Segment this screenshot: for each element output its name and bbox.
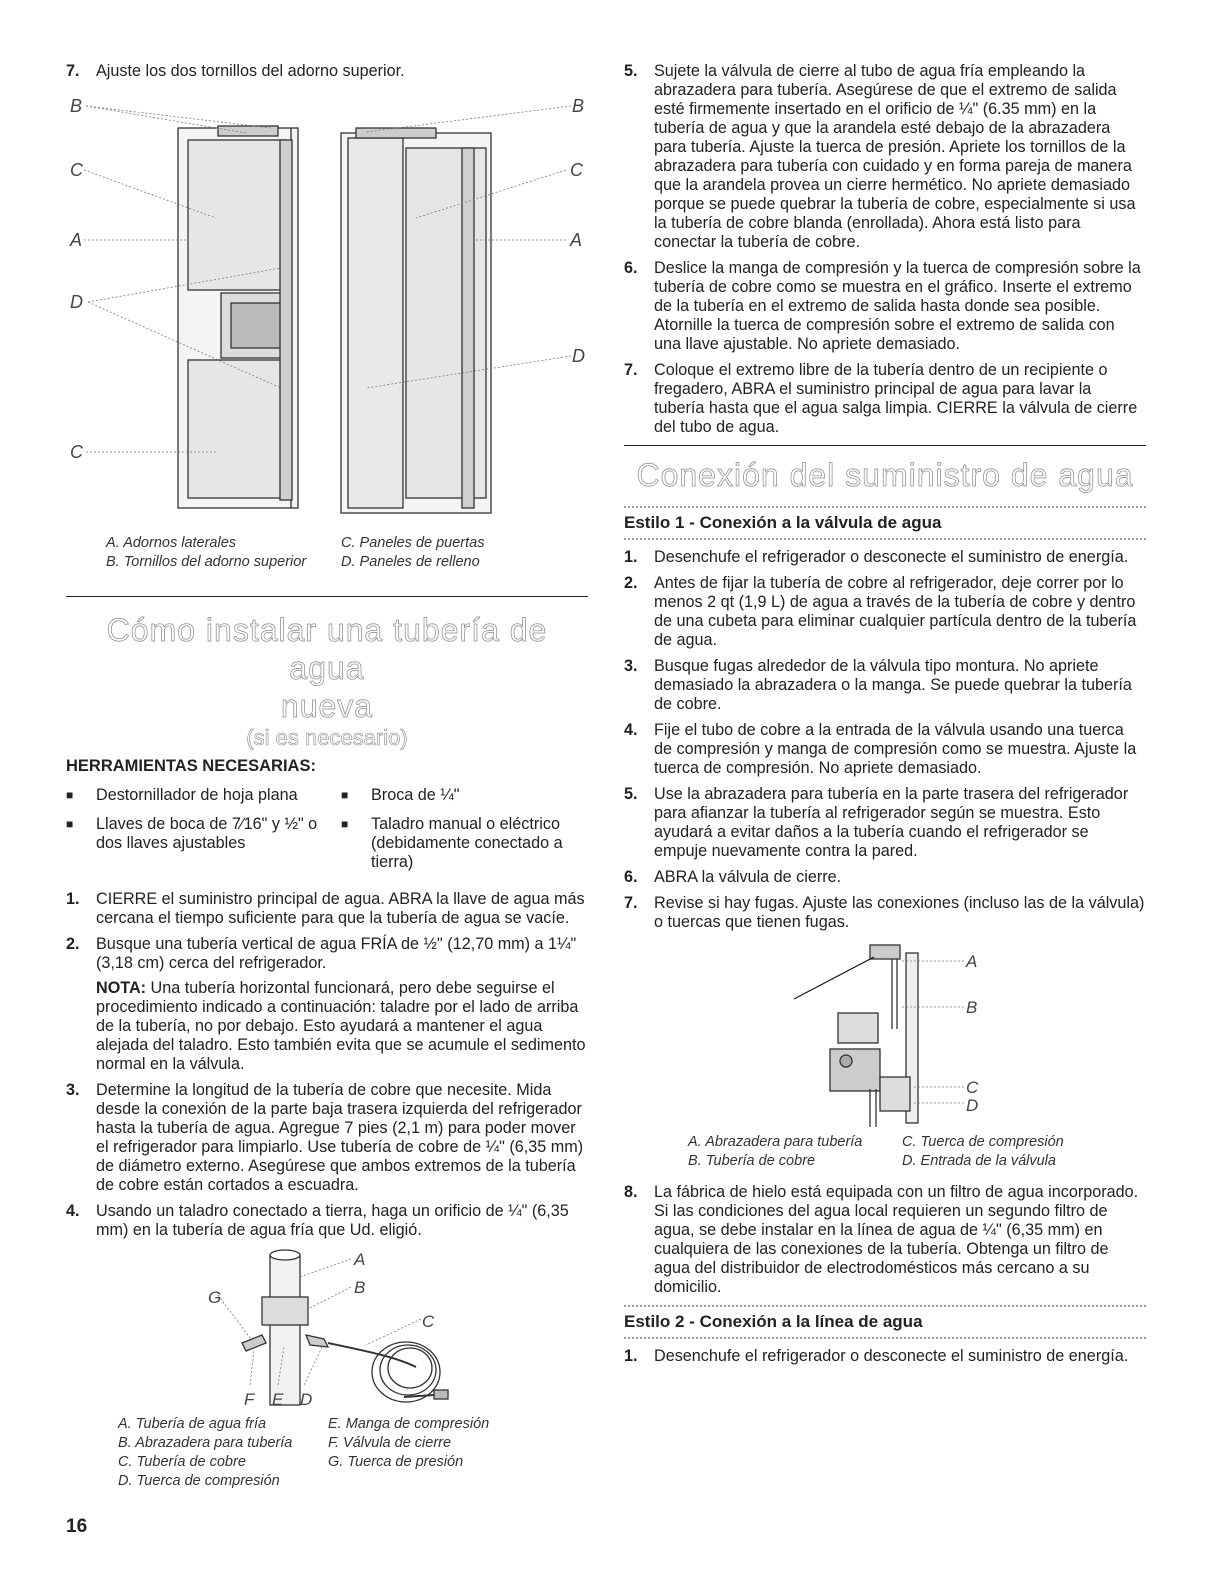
label-d: D <box>966 1096 979 1115</box>
step-text: Antes de fijar la tubería de cobre al refrigerador, deje correr por lo menos 2 qt (1,9 L) de agua a través de la tubería de cobre y dentro de una cubeta para eliminar cualquier partícula dentro de la tubería de agua. <box>654 574 1137 649</box>
label-a-left: A <box>70 230 83 250</box>
label-c-right: C <box>570 160 583 180</box>
step-8-filter <box>624 1183 1146 1297</box>
left-column <box>66 62 588 1491</box>
style1-step <box>624 894 1146 932</box>
tool-item <box>341 786 588 805</box>
step-text: Revise si hay fugas. Ajuste las conexiones (incluso las de la válvula) o tuercas que tienen fugas. <box>654 894 1145 931</box>
label-c-bottom: C <box>70 442 83 462</box>
step-number: 4. <box>624 721 638 739</box>
caption-item: D. Tuerca de compresión <box>118 1473 280 1489</box>
step-3-length <box>66 1081 588 1195</box>
note-label: NOTA: <box>96 979 147 997</box>
step-text: Coloque el extremo libre de la tubería dentro de un recipiente o fregadero, ABRA el suministro principal de agua para lavar la tubería hasta que el agua salga limpia. CIERRE la válvula de cierre del tubo de agua. <box>654 361 1138 436</box>
caption-item: G. Tuerca de presión <box>328 1454 464 1470</box>
tool-item <box>66 786 341 805</box>
label-a: A <box>966 952 978 971</box>
step-2-find-pipe <box>66 935 588 1074</box>
note-text: Una tubería horizontal funcionará, pero debe seguirse el procedimiento indicado a continuación: taladre por el lado de arriba de la tubería, no por debajo. Esto ayudará a mantener el agua alejada del taladro. Esto también evita que se acumule el sedimento normal en la válvula. <box>96 979 586 1073</box>
shutoff-valve-figure <box>66 1247 588 1413</box>
step-text: Sujete la válvula de cierre al tubo de agua fría empleando la abrazadera para tubería. Asegúrese de que el extremo de salida esté firmemente insertado en el orificio de ¼" (6.35 mm) en la tubería de agua y que la arandela esté debajo de la abrazadera para tubería. Ajuste la tuerca de presión. Apriete los tornillos de la abrazadera para tubería con cuidado y en forma pareja de manera que la arandela provea un cierre hermético. No apriete demasiado porque se puede quebrar la tubería de cobre, especialmente si usa la tubería de cobre blanda (enrollada). Ahora está listo para conectar la tubería de cobre. <box>654 62 1136 251</box>
step-number: 5. <box>624 62 638 80</box>
bullet-icon: ■ <box>66 817 74 831</box>
section-title: Conexión del suministro de agua <box>636 457 1134 493</box>
caption-item: D. Entrada de la válvula <box>902 1153 1056 1169</box>
label-d-right: D <box>572 346 585 366</box>
style1-step <box>624 721 1146 778</box>
step-text: CIERRE el suministro principal de agua. ABRA la llave de agua más cercana el tiempo suficiente para que la tubería de agua se vacíe. <box>96 890 585 927</box>
step-7-flush <box>624 361 1146 437</box>
caption-item: B. Tubería de cobre <box>688 1153 816 1169</box>
step-text: ABRA la válvula de cierre. <box>654 868 842 886</box>
tool-text: Llaves de boca de 7⁄16" y ½" o dos llaves ajustables <box>96 815 318 852</box>
style2-step <box>624 1347 1146 1366</box>
caption-item: E. Manga de compresión <box>328 1416 490 1432</box>
section-title-line-1: Cómo instalar una tubería de agua <box>106 612 548 686</box>
step-6-compression <box>624 259 1146 354</box>
label-d-left: D <box>70 292 83 312</box>
step-text: La fábrica de hielo está equipada con un filtro de agua incorporado. Si las condiciones del agua local requieren un segundo filtro de agua, se debe instalar en la línea de agua de ¼" (6,35 mm) en cualquiera de las conexiones de la tubería. Obtenga un filtro de agua del distribuidor de electrodomésticos más cercano a su domicilio. <box>654 1183 1139 1296</box>
step-1-shutoff <box>66 890 588 928</box>
step-number: 2. <box>624 574 638 592</box>
section-divider <box>66 596 588 597</box>
label-c-left: C <box>70 160 83 180</box>
step-number: 3. <box>66 1081 80 1099</box>
caption-item: C. Tuerca de compresión <box>902 1134 1064 1150</box>
style1-step <box>624 548 1146 567</box>
label-a-right: A <box>570 230 583 250</box>
page-number: 16 <box>66 1516 88 1537</box>
label-c: C <box>422 1312 435 1331</box>
bullet-icon: ■ <box>66 788 74 802</box>
section-title-line-2: nueva <box>280 688 374 724</box>
label-f: F <box>244 1390 255 1409</box>
caption-item: A. Adornos laterales <box>106 535 237 551</box>
style-2-heading: Estilo 2 - Conexión a la línea de agua <box>624 1312 923 1331</box>
caption-item: F. Válvula de cierre <box>328 1435 452 1451</box>
door-trim-figure <box>66 88 588 528</box>
figure-3-caption <box>688 1133 1108 1171</box>
step-number: 2. <box>66 935 80 953</box>
step-number: 5. <box>624 785 638 803</box>
step-text: Desenchufe el refrigerador o desconecte el suministro de energía. <box>654 548 1129 566</box>
figure-1-caption <box>106 534 576 572</box>
step-number: 7. <box>624 894 638 912</box>
label-b: B <box>966 998 978 1017</box>
caption-item: B. Tornillos del adorno superior <box>106 554 307 570</box>
step-5-attach-valve <box>624 62 1146 252</box>
step-number: 1. <box>624 548 638 566</box>
step-text: Desenchufe el refrigerador o desconecte el suministro de energía. <box>654 1347 1129 1365</box>
caption-item: A. Tubería de agua fría <box>118 1416 267 1432</box>
step-text: Deslice la manga de compresión y la tuerca de compresión sobre la tubería de cobre como se muestra en el gráfico. Inserte el extremo de la tubería en el extremo de salida hasta donde sea posible. Atornille la tuerca de compresión sobre el extremo de salida con una llave ajustable. No apriete demasiado. <box>654 259 1141 353</box>
step-number: 7. <box>66 62 80 80</box>
step-number: 3. <box>624 657 638 675</box>
valve-inlet-figure <box>624 939 1146 1129</box>
step-text: Determine la longitud de la tubería de cobre que necesite. Mida desde la conexión de la parte baja trasera izquierda del refrigerador hasta la tubería de agua. Agregue 7 pies (2,1 m) para poder mover el refrigerador para limpiarlo. Use tubería de cobre de ¼" (6,35 mm) de diámetro externo. Asegúrese que ambos extremos de la tubería de cobre están cortados a escuadra. <box>96 1081 584 1194</box>
style1-step <box>624 657 1146 714</box>
step-number: 1. <box>66 890 80 908</box>
tool-item <box>66 815 341 872</box>
step-7-trim <box>66 62 588 81</box>
tool-text: Broca de ¼" <box>371 786 460 804</box>
step-text: Ajuste los dos tornillos del adorno superior. <box>96 62 405 80</box>
label-b-left: B <box>70 96 83 116</box>
bullet-icon: ■ <box>341 817 349 831</box>
step-text: Usando un taladro conectado a tierra, haga un orificio de ¼" (6,35 mm) en la tubería de agua fría que Ud. eligió. <box>96 1202 569 1239</box>
label-e: E <box>272 1390 284 1409</box>
step-4-drill <box>66 1202 588 1240</box>
step-number: 4. <box>66 1202 80 1220</box>
style-1-heading: Estilo 1 - Conexión a la válvula de agua <box>624 513 942 532</box>
tool-item <box>341 815 588 872</box>
caption-item: D. Paneles de relleno <box>341 554 480 570</box>
bullet-icon: ■ <box>341 788 349 802</box>
right-column <box>624 62 1146 1373</box>
label-b: B <box>354 1278 366 1297</box>
section-divider <box>624 445 1146 446</box>
step-text: Fije el tubo de cobre a la entrada de la válvula usando una tuerca de compresión y manga de compresión como se muestra. Ajuste la tuerca de compresión. No apriete demasiado. <box>654 721 1137 777</box>
label-b-right: B <box>572 96 585 116</box>
caption-item <box>328 1472 548 1491</box>
dotted-divider <box>624 538 1146 540</box>
caption-item: A. Abrazadera para tubería <box>688 1134 863 1150</box>
caption-item: B. Abrazadera para tubería <box>118 1435 293 1451</box>
style1-step <box>624 574 1146 650</box>
label-a: A <box>354 1250 366 1269</box>
figure-2-caption <box>118 1415 548 1491</box>
step-number: 8. <box>624 1183 638 1201</box>
step-text: Busque una tubería vertical de agua FRÍA de ½" (12,70 mm) a 1¼" (3,18 cm) cerca del refrigerador. <box>96 935 577 972</box>
tool-text: Taladro manual o eléctrico (debidamente conectado a tierra) <box>371 815 563 871</box>
label-g: G <box>208 1288 222 1307</box>
style1-step <box>624 868 1146 887</box>
caption-item: C. Tubería de cobre <box>118 1454 246 1470</box>
style1-step <box>624 785 1146 861</box>
dotted-divider <box>624 1337 1146 1339</box>
tools-list <box>66 786 588 872</box>
step-number: 6. <box>624 868 638 886</box>
tool-text: Destornillador de hoja plana <box>96 786 298 804</box>
note <box>96 979 588 1074</box>
label-c: C <box>966 1078 979 1097</box>
step-number: 7. <box>624 361 638 379</box>
section-subtitle: (si es necesario) <box>246 725 408 750</box>
label-d: D <box>300 1390 313 1409</box>
tools-heading: HERRAMIENTAS NECESARIAS: <box>66 757 316 775</box>
caption-item: C. Paneles de puertas <box>341 535 485 551</box>
step-text: Busque fugas alrededor de la válvula tipo montura. No apriete demasiado la abrazadera o la manga. Se puede quebrar la tubería de cobre. <box>654 657 1132 713</box>
step-text: Use la abrazadera para tubería en la parte trasera del refrigerador para afianzar la tubería al refrigerador según se muestra. Esto ayudará a evitar daños a la tubería cuando el refrigerador se empuje nuevamente contra la pared. <box>654 785 1129 860</box>
step-number: 1. <box>624 1347 638 1365</box>
step-number: 6. <box>624 259 638 277</box>
